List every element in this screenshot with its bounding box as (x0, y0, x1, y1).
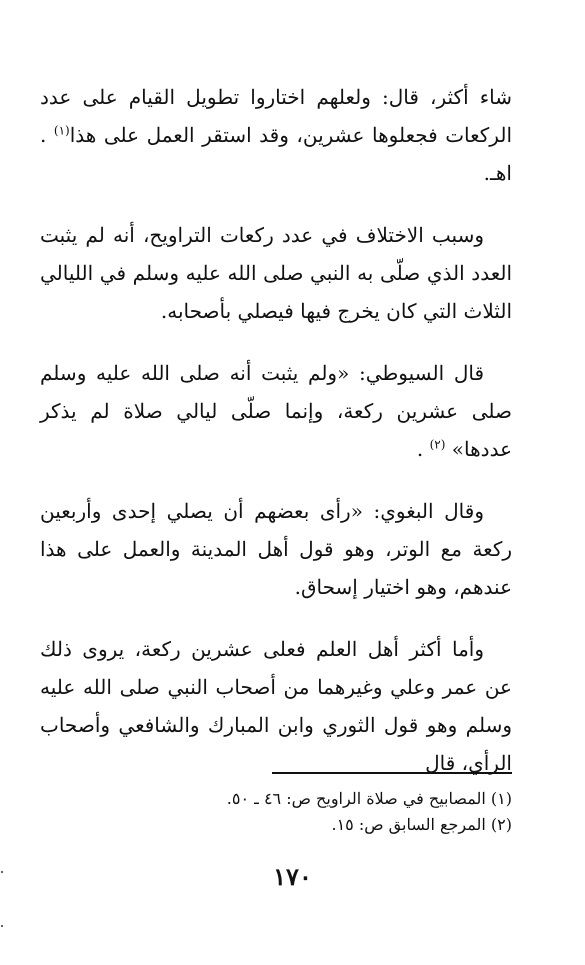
page-number: ١٧٠ (273, 862, 312, 891)
main-text (40, 78, 512, 806)
footnote-1: (١) المصابيح في صلاة الراويح ص: ٤٦ ـ ٥٠. (226, 789, 512, 808)
paragraph-1-tail: . اهـ. (40, 123, 512, 185)
paragraph-5-text: وأما أكثر أهل العلم فعلى عشرين ركعة، يروى ذلك عن عمر وعلي وغيرهما من أصحاب النبي صلى الله عليه وسلم وهو قول الثوري وابن المبارك والشافعي وأصحاب الرأي، قال (40, 637, 512, 775)
paragraph-3-tail: . (416, 437, 424, 461)
scan-specks (0, 870, 6, 930)
footnote-ref-1: (١) (53, 123, 70, 138)
paragraph-3-text: قال السيوطي: «ولم يثبت أنه صلى الله عليه وسلم صلى عشرين ركعة، وإنما صلّى ليالي صلاة لم يذكر عددها» (40, 361, 512, 461)
footnote-2: (٢) المرجع السابق ص: ١٥. (331, 815, 512, 834)
paragraph-1-text: شاء أكثر، قال: ولعلهم اختاروا تطويل القيام على عدد الركعات فجعلوها عشرين، وقد استقر العمل على هذا (40, 85, 512, 147)
footnote-separator (272, 772, 512, 774)
footnote-ref-2: (٢) (429, 437, 446, 452)
paragraph-5 (40, 630, 512, 782)
footnotes (40, 786, 512, 838)
paragraph-2 (40, 216, 512, 330)
paragraph-3 (40, 354, 512, 468)
paragraph-4-text: وقال البغوي: «رأى بعضهم أن يصلي إحدى وأربعين ركعة مع الوتر، وهو قول أهل المدينة والعمل على هذا عندهم، وهو اختيار إسحاق. (40, 499, 512, 599)
paragraph-4 (40, 492, 512, 606)
paragraph-2-text: وسبب الاختلاف في عدد ركعات التراويح، أنه لم يثبت العدد الذي صلّى به النبي صلى الله عليه وسلم في الليالي الثلاث التي كان يخرج فيها فيصلي بأصحابه. (40, 223, 512, 323)
paragraph-1 (40, 78, 512, 192)
